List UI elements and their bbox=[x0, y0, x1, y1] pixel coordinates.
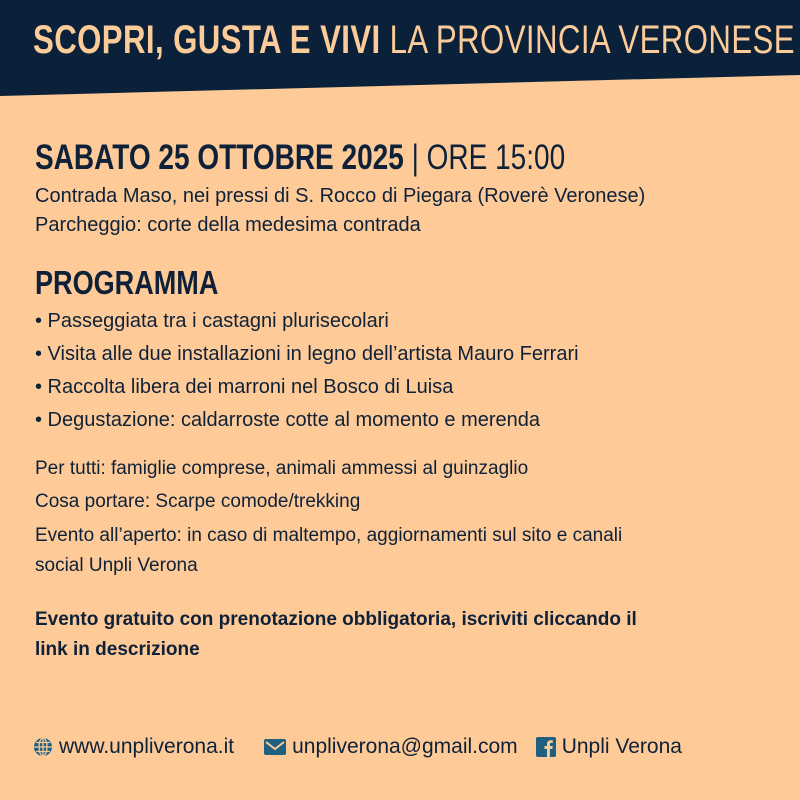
note-booking-2: link in descrizione bbox=[35, 639, 200, 660]
program-item: • Passeggiata tra i castagni plurisecolari bbox=[35, 310, 389, 332]
note-bring: Cosa portare: Scarpe comode/trekking bbox=[35, 491, 361, 512]
note-booking-1: Evento gratuito con prenotazione obbligatoria, iscriviti cliccando il bbox=[35, 609, 637, 630]
event-location: Contrada Maso, nei pressi di S. Rocco di Piegara (Roverè Veronese) bbox=[35, 185, 646, 207]
facebook-link[interactable] bbox=[536, 735, 682, 759]
title-light: LA PROVINCIA VERONESE bbox=[389, 18, 795, 62]
separator: | bbox=[411, 138, 419, 177]
email-text: unpliverona@gmail.com bbox=[292, 735, 518, 758]
note-outdoor-2: social Unpli Verona bbox=[35, 555, 198, 576]
header-banner bbox=[0, 0, 800, 100]
website-link[interactable] bbox=[33, 735, 234, 759]
note-for-all: Per tutti: famiglie comprese, animali ammessi al guinzaglio bbox=[35, 458, 529, 479]
event-datetime bbox=[35, 138, 565, 178]
website-text: www.unpliverona.it bbox=[59, 735, 235, 758]
program-item: • Visita alle due installazioni in legno dell’artista Mauro Ferrari bbox=[35, 343, 579, 365]
header-title bbox=[33, 18, 795, 63]
title-bold: SCOPRI, GUSTA E VIVI bbox=[33, 18, 381, 62]
note-outdoor-1: Evento all’aperto: in caso di maltempo, aggiornamenti sul sito e canali bbox=[35, 525, 623, 546]
email-link[interactable] bbox=[264, 735, 518, 759]
program-item: • Degustazione: caldarroste cotte al momento e merenda bbox=[35, 409, 541, 431]
facebook-text: Unpli Verona bbox=[561, 735, 682, 758]
globe-icon bbox=[33, 737, 53, 757]
event-time: ORE 15:00 bbox=[426, 138, 566, 177]
program-item: • Raccolta libera dei marroni nel Bosco di Luisa bbox=[35, 376, 454, 398]
envelope-icon bbox=[264, 738, 286, 756]
facebook-icon bbox=[536, 737, 556, 757]
footer-contacts bbox=[33, 735, 682, 759]
program-heading: PROGRAMMA bbox=[35, 264, 219, 301]
event-date: SABATO 25 OTTOBRE 2025 bbox=[35, 138, 404, 177]
event-parking: Parcheggio: corte della medesima contrada bbox=[35, 214, 421, 236]
